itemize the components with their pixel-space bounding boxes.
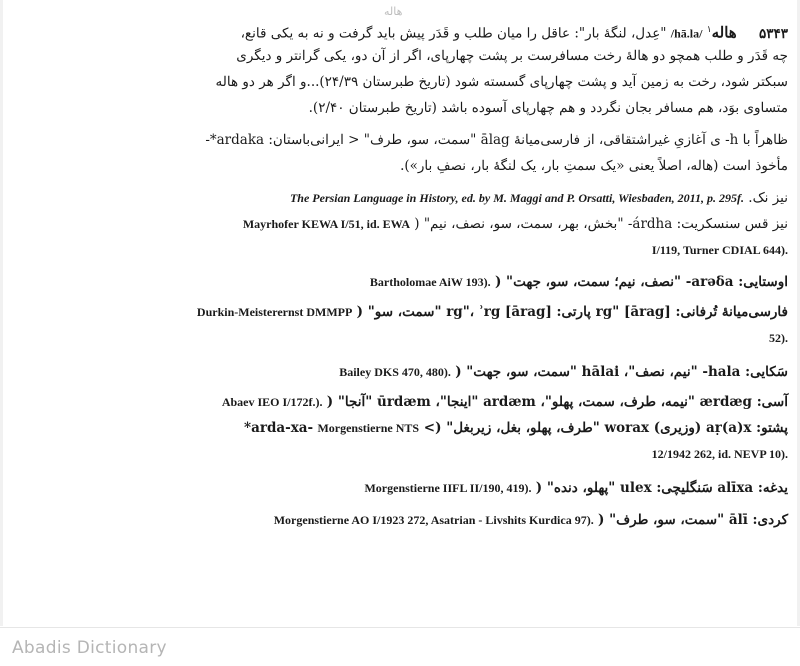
reference-kurdica: Morgenstierne AO I/1923 272, Asatrian - Livshits Kurdica 97). — [273, 513, 594, 527]
reference-iifl: Morgenstierne IIFL II/190, 419). — [364, 481, 532, 495]
entry-line-6: مأخوذ است (هاله، اصلاً یعنی «یک سمتِ بار، یک لنگهٔ بار، نصفِ بار»). — [400, 158, 788, 174]
reference-turner: I/119, Turner CDIAL 644). — [651, 243, 788, 257]
entry-line-9 — [28, 240, 788, 260]
see-also-label: نیز نک. — [748, 190, 788, 206]
entry-line-1 — [28, 20, 788, 44]
entry-line-7 — [28, 188, 788, 208]
entry-line-10 — [28, 272, 788, 292]
entry-line-15 — [28, 418, 788, 438]
entry-line-18 — [28, 510, 788, 530]
entry-number: ۵۳۴۳ — [758, 25, 788, 42]
kurdish-text: کردی: ‎ālī "سمت، سو، طرف" ( — [598, 512, 788, 528]
entry-line-17 — [28, 478, 788, 498]
footer-divider — [0, 627, 800, 628]
pronunciation: /hā.la/ — [670, 26, 703, 41]
ossetic-text: آسی: ‎ærdæg "نیمه، طرف، سمت، پهلو"، ardæm "اینجا"، ūrdæm "آنجا" ( — [326, 394, 788, 410]
entry-line-14 — [28, 392, 788, 412]
avestan-text: اوستایی: ‎arəδa- "نصف، نیم؛ سمت، سو، جهت" ( — [494, 274, 788, 290]
reference-mayrhofer: Mayrhofer KEWA I/51, id. EWA — [242, 217, 410, 231]
entry-line-2: چه قَدَر و طلب همچو دو هالهٔ رخت مسافرست بر پشت چهارپای، اگر از آن دو، یکی گرانتر و دیگری — [236, 48, 788, 64]
saka-text: سَکایی: ‎hala- "نیم، نصف"، hālai "سمت، سو، جهت" ( — [455, 364, 788, 380]
reference-persian-language: The Persian Language in History, ed. by M. Maggi and P. Orsatti, Wiesbaden, 2011, p. 295f. — [289, 191, 744, 205]
reference-abaev: Abaev IEO I/172f.). — [221, 395, 323, 409]
pashto-text: پشتو: ‎aṛ(a)x (وزیری) worax "طرف، پهلو، بغل، زیربغل" (> ‎*arda-xa- — [244, 420, 788, 436]
sanskrit-text: نیز قس سنسکریت: ‎árdha- "بخش، بهر، سمت، سو، نصف، نیم" ( — [414, 216, 788, 232]
headword: هاله — [711, 23, 737, 42]
definition-text: "عِدل، لنگهٔ بار": عاقل را میان طلب و قَدَر پیش باید گرفت و نه به یکی قانع، — [240, 25, 667, 42]
header-watermark: هاله — [384, 5, 403, 18]
headword-superscript: ۱ — [706, 25, 712, 35]
page-edge-left — [0, 0, 3, 626]
entry-line-3: سبکتر شود، رخت به زمین آید و پشت چهارپای گسسته شود (تاریخ طبرستان ۲۴/۳۹)...و اگر هر دو هاله — [215, 74, 788, 90]
entry-line-16 — [28, 444, 788, 464]
reference-page: 52). — [769, 331, 788, 345]
reference-bailey: Bailey DKS 470, 480). — [339, 365, 451, 379]
reference-durkin: Durkin-Meisterernst DMMPP — [196, 305, 353, 319]
entry-line-8 — [28, 214, 788, 234]
footer-brand: Abadis Dictionary — [12, 638, 167, 658]
entry-line-13 — [28, 362, 788, 382]
reference-bartholomae: Bartholomae AiW 193). — [369, 275, 491, 289]
middle-persian-text: فارسی‌میانهٔ تُرفانی: ‎rg" [ārag] پارتی: rg"، ‎ʾrg [ārag] "سمت، سو" ( — [356, 304, 788, 320]
reference-nevp: 12/1942 262, id. NEVP 10). — [651, 447, 788, 461]
entry-line-11 — [28, 302, 788, 322]
entry-line-4: متساوی بوَد، هم مسافر بجان نگردد و هم چهارپای آسوده باشد (تاریخ طبرستان ۲/۴۰). — [308, 100, 788, 116]
entry-line-12 — [28, 328, 788, 348]
yidgha-text: یدغه: ‎alīxa سَنگلیچی: ulex "پهلو، دنده" ( — [535, 480, 788, 496]
reference-morgenstierne-nts: Morgenstierne NTS — [317, 421, 420, 435]
entry-line-5: ظاهراً با h- ی آغازیِ غیراشتقاقی، از فارسی‌میانهٔ ālag "سمت، سو، طرف" < ایرانی‌باستان: ‎*ardaka- — [205, 132, 788, 148]
